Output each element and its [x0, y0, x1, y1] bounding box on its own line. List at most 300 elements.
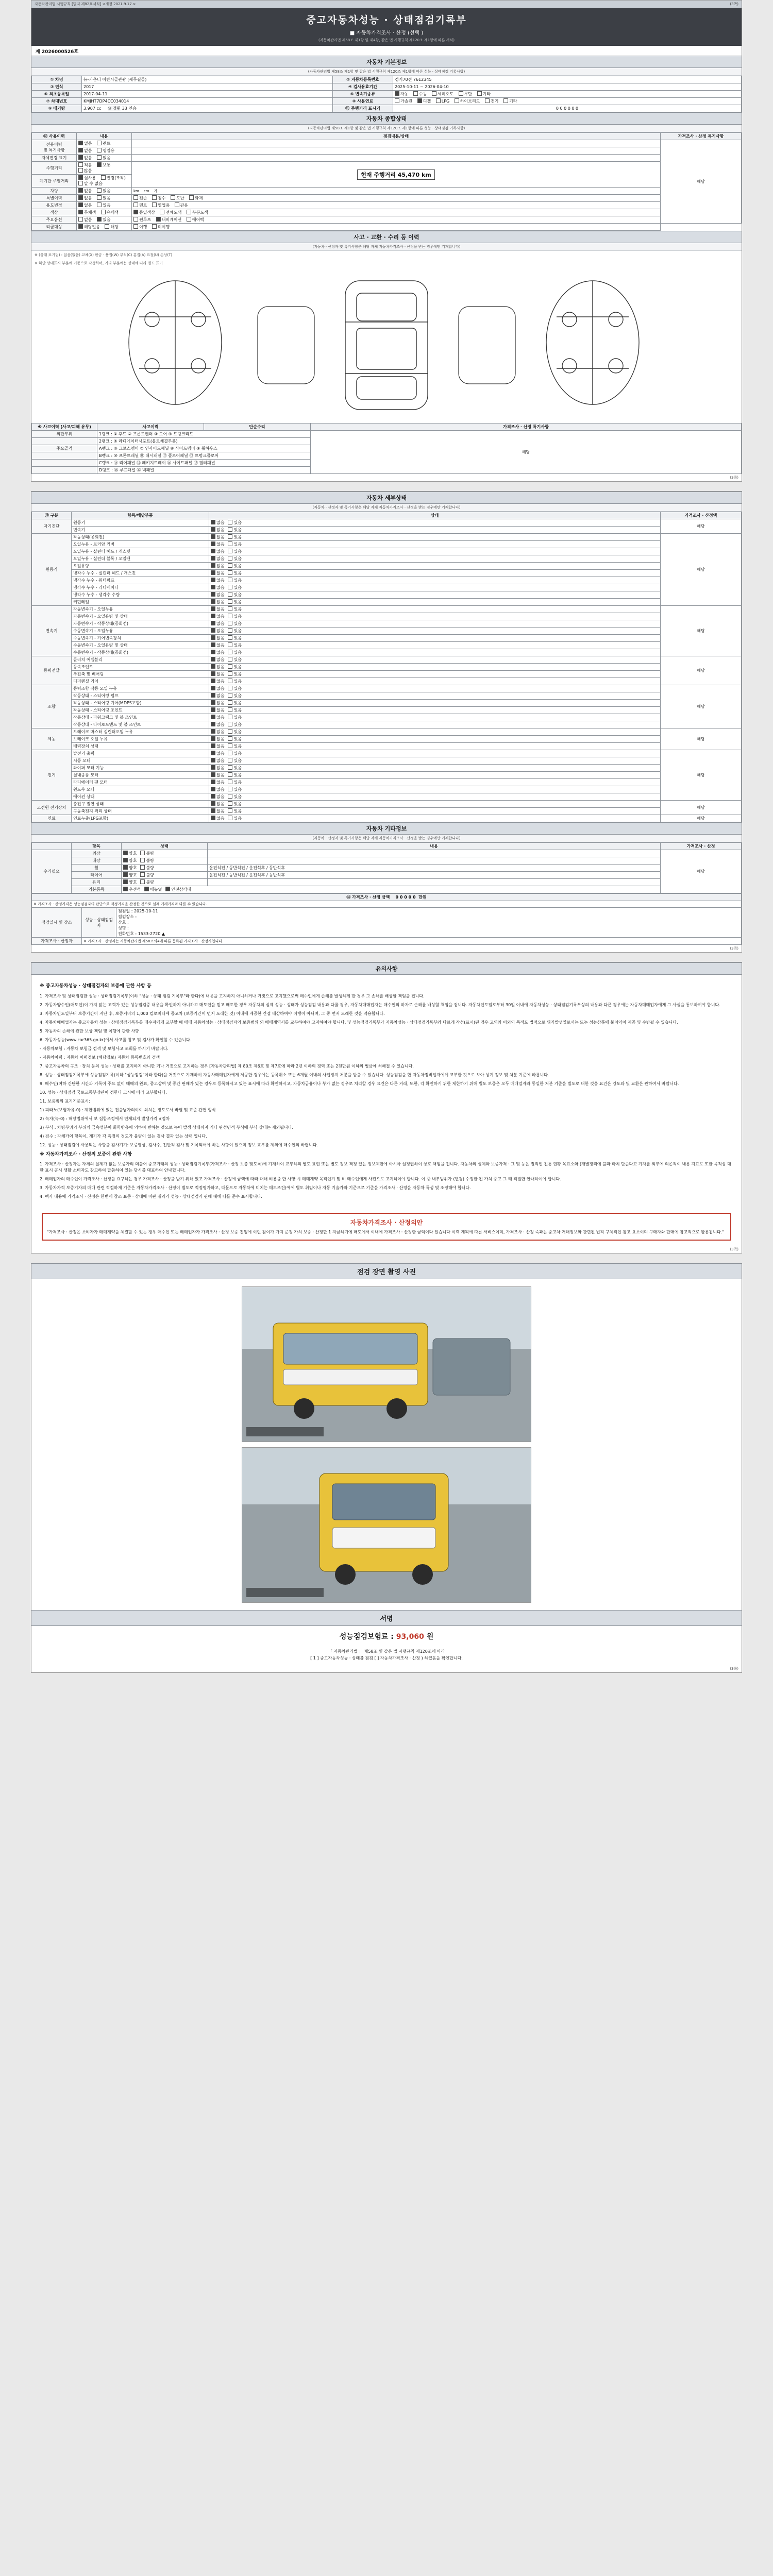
opt-good[interactable]: 없음: [211, 794, 224, 800]
other-base-label: 기본품목: [72, 886, 122, 893]
detail-item-label: 추진축 및 베어링: [72, 671, 209, 678]
page-legal-note: (자동차관리법 제58조 제1항 및 제4항, 같은 법 시행규칙 제120조 제1항에 따른 서식): [318, 38, 455, 42]
opt-good[interactable]: 없음: [211, 671, 224, 677]
opt-bad[interactable]: 있음: [228, 520, 241, 526]
notice-item: - 자동차이력 : 자동차 이력정보 (해당정보) 자동차 등록번호와 검색: [40, 1055, 160, 1060]
opt-good[interactable]: 없음: [211, 592, 224, 598]
opt-veh-yes[interactable]: 있음: [97, 188, 110, 194]
opt-good[interactable]: 없음: [211, 758, 224, 764]
opt-good[interactable]: 없음: [211, 578, 224, 583]
opt-good[interactable]: 없음: [211, 736, 224, 742]
opt-good[interactable]: 없음: [211, 779, 224, 785]
opt-diesel[interactable]: 디젤: [417, 98, 431, 104]
price-zero-4: 0: [413, 895, 416, 900]
opt-bad[interactable]: 있음: [228, 736, 241, 742]
row-opts-usechange: [77, 202, 132, 209]
detail-col-right: 가격조사 · 산정액: [661, 512, 742, 519]
detail-item-status: [209, 635, 661, 642]
opt-bad[interactable]: 있음: [228, 693, 241, 699]
price-title: [32, 894, 742, 901]
opt-bad[interactable]: 있음: [228, 808, 241, 814]
opt-uc-biz[interactable]: 영업용: [152, 202, 170, 208]
detail-item-status: [209, 577, 661, 584]
opt-mile-mid[interactable]: 보통: [97, 162, 110, 168]
detail-item-status: [209, 671, 661, 678]
opt-good[interactable]: 없음: [211, 722, 224, 727]
table-row: [32, 857, 742, 865]
opt-good[interactable]: 없음: [211, 664, 224, 670]
opt-semiauto[interactable]: 세미오토: [432, 91, 453, 97]
detail-item-status: [209, 620, 661, 628]
notice-item: 11. 보증범위 표기기준표시:: [40, 1098, 90, 1104]
table-row: [32, 678, 742, 685]
opt-good[interactable]: 양호: [123, 851, 137, 856]
detail-status-table: [31, 512, 742, 822]
section-basic-sub: (자동차관리법 제58조 제1항 및 같은 법 시행규칙 제120조 제1항에 따른 성능 · 상태점검 기록사항): [31, 68, 742, 76]
other-item-detail: [208, 857, 661, 865]
opt-bad[interactable]: 있음: [228, 671, 241, 677]
detail-item-label: 자동변속기 - 오일유량 및 상태: [72, 613, 209, 620]
other-item-label: 내장: [72, 857, 122, 865]
opt-good[interactable]: 없음: [211, 743, 224, 749]
detail-item-status: [209, 527, 661, 534]
opt-recall-yes[interactable]: 해당: [105, 224, 118, 230]
opt-etc[interactable]: 기타: [477, 91, 491, 97]
legend-box-2: 단순수리: [204, 423, 311, 431]
table-row: [32, 202, 742, 209]
detail-group-right: 해당: [661, 815, 742, 822]
opt-bad[interactable]: 있음: [228, 787, 241, 792]
opt-bad[interactable]: 불량: [140, 858, 154, 863]
opt-cluster-mod[interactable]: 변경(조작): [101, 175, 126, 181]
opt-fuel-etc[interactable]: 기타: [503, 98, 517, 104]
notice-list-2: [40, 1161, 733, 1200]
opt-bad[interactable]: 있음: [228, 592, 241, 598]
opt-business[interactable]: 영업용: [97, 148, 114, 154]
table-row: [32, 577, 742, 584]
inspection-fee-line: [31, 1626, 742, 1647]
opt-bad[interactable]: 있음: [228, 664, 241, 670]
detail-item-label: 배력장치 상태: [72, 743, 209, 750]
table-row: [32, 527, 742, 534]
row-label-cluster: 계기판 주행거리: [32, 175, 77, 188]
price-field-4: 전화번호 : 1533-2720 ▲: [118, 931, 165, 936]
accident-right-value: 해당: [311, 431, 742, 474]
bus-rear-photo-svg: [242, 1448, 531, 1602]
detail-item-label: 냉각수 누수 - 라디에이터: [72, 584, 209, 591]
opt-bad[interactable]: 있음: [228, 570, 241, 576]
opt-good[interactable]: 없음: [211, 621, 224, 626]
value-odometer: [393, 105, 742, 112]
overall-table: [31, 132, 742, 231]
detail-item-status: [209, 765, 661, 772]
opt-good[interactable]: 양호: [123, 872, 137, 878]
opt-base-item[interactable]: 매뉴얼: [144, 887, 162, 892]
opt-bad[interactable]: 있음: [228, 794, 241, 800]
detail-group-label: 원동기: [32, 534, 72, 606]
opt-bad[interactable]: 있음: [228, 527, 241, 533]
opt-recall-undone[interactable]: 미이행: [152, 224, 170, 230]
opt-auto[interactable]: 자동: [395, 91, 408, 97]
fee-label: 성능점검보험료 :: [339, 1633, 394, 1641]
opt-good[interactable]: 없음: [211, 599, 224, 605]
odo-digit: 0: [567, 106, 570, 111]
opt-struct-yes[interactable]: 있음: [97, 155, 110, 161]
detail-item-label: 자동변속기 - 작동상태(공회전): [72, 620, 209, 628]
table-row: [32, 155, 742, 162]
odometer-unit: km: [421, 171, 431, 178]
table-row: [32, 188, 742, 195]
page-mark-2: (3쪽): [730, 946, 738, 951]
odo-digit: 0: [572, 106, 575, 111]
detail-item-status: [209, 563, 661, 570]
detail-item-label: 오일누유 - 실린더 헤드 / 개스킷: [72, 548, 209, 555]
opt-good[interactable]: 없음: [211, 527, 224, 533]
form-topstrip: [31, 1, 742, 8]
bus-rear-photo: [242, 1447, 531, 1603]
opt-bad[interactable]: 있음: [228, 779, 241, 785]
opt-good[interactable]: 없음: [211, 729, 224, 735]
legend-row-val-5: D랭크 : ⑱ 루프패널 ⑲ 백패널: [97, 467, 311, 474]
opt-good[interactable]: 없음: [211, 563, 224, 569]
price-unit: 만원: [418, 895, 427, 900]
row-detail-structure: [132, 155, 661, 162]
opt-bad[interactable]: 있음: [228, 541, 241, 547]
detail-item-status: [209, 779, 661, 786]
other-item-detail: [208, 879, 661, 886]
table-header-row: [32, 512, 742, 519]
opt-lpg[interactable]: LPG: [436, 98, 449, 104]
signature-section-title: 서명: [31, 1610, 742, 1626]
opt-rent[interactable]: 렌트: [97, 141, 110, 146]
section-accident-sub: (자동차 · 산정자 및 특기사항은 해당 자체 자동차가격조사 · 산정을 받는 경우에만 기재합니다): [31, 243, 742, 251]
opt-uc-none[interactable]: 없음: [78, 202, 92, 208]
price-body-note: ※ 가격조사 · 산정자는 자동차관리법 제58조의4에 따른 등록된 가격조사 · 산정자입니다.: [82, 938, 742, 945]
notice-item: 7. 중고자동차의 구조 · 장치 등의 성능 · 상태를 고지하지 아니한 거나 거짓으로 고지하는 경우 [자동차관리법] 제 80조 제6호 및 제7호에 따라 2년 이하의 징역 또는 2천만원 이하의 벌금에 처해질 수 있습니다.: [40, 1063, 414, 1069]
opt-good[interactable]: 없음: [211, 707, 224, 713]
odo-digit: 0: [556, 106, 559, 111]
opt-bad[interactable]: 있음: [228, 606, 241, 612]
table-row: [32, 656, 742, 664]
label-first-reg: ⑤ 최초등록일: [32, 91, 82, 98]
opt-bad[interactable]: 불량: [140, 872, 154, 878]
opt-bad[interactable]: 있음: [228, 722, 241, 727]
detail-item-label: 와이퍼 모터 기능: [72, 765, 209, 772]
seats-number: 33: [122, 106, 127, 111]
bottom-note-1: 「 자동차관리법 」 제58조 및 같은 법 시행규칙 제120조에 따라: [31, 1647, 742, 1655]
opt-none[interactable]: 없음: [78, 141, 92, 146]
detail-item-status: [209, 584, 661, 591]
row-detail-business: [132, 147, 661, 155]
opt-bad[interactable]: 있음: [228, 657, 241, 663]
detail-item-label: 냉각수 누수 - 실린더 헤드 / 개스킷: [72, 570, 209, 577]
opt-good[interactable]: 없음: [211, 614, 224, 619]
detail-item-status: [209, 692, 661, 700]
table-row: [32, 216, 742, 224]
opt-bad[interactable]: 있음: [228, 751, 241, 756]
opt-good[interactable]: 없음: [211, 679, 224, 684]
opt-recall-done[interactable]: 이행: [133, 224, 147, 230]
table-row: [32, 541, 742, 548]
table-row: [32, 886, 742, 893]
opt-achroma[interactable]: 무채색: [78, 210, 96, 215]
col-status: 점검내용/상태: [132, 133, 661, 140]
row-opts-special: [77, 195, 132, 202]
legend-row-val-0: 1랭크 : ① 후드 ② 프론트펜더 ③ 도어 ④ 트렁크리드: [97, 431, 311, 438]
detail-group-right: 해당: [661, 534, 742, 606]
detail-item-label: 등속조인트: [72, 664, 209, 671]
opt-good[interactable]: 양호: [123, 865, 137, 871]
opt-uc-rent[interactable]: 렌트: [133, 202, 147, 208]
opt-bad[interactable]: 있음: [228, 635, 241, 641]
notice-head-2: ※ 자동차가격조사 · 산정의 보증에 관한 사항: [40, 1151, 132, 1157]
detail-group-label: 고전원 전기장치: [32, 801, 72, 815]
detail-group-right: 해당: [661, 801, 742, 815]
basic-info-table: [31, 76, 742, 112]
other-item-detail: 운전석전 / 동반석전 / 운전석후 / 동반석후: [208, 865, 661, 872]
table-row: [32, 664, 742, 671]
opt-good[interactable]: 양호: [123, 858, 137, 863]
opt-gasoline[interactable]: 가솔린: [395, 98, 412, 104]
opt-good[interactable]: 없음: [211, 556, 224, 562]
sheet-1: [31, 0, 742, 482]
opt-bad[interactable]: 있음: [228, 743, 241, 749]
detail-group-label: 자기진단: [32, 519, 72, 534]
opt-bad[interactable]: 있음: [228, 614, 241, 619]
other-base-items: [122, 886, 661, 893]
table-row: [32, 865, 742, 872]
detail-item-label: 작동상태 - 타이로드엔드 및 볼 조인트: [72, 721, 209, 728]
opt-bad[interactable]: 있음: [228, 650, 241, 655]
opt-uc-gov[interactable]: 관용: [175, 202, 188, 208]
table-row: [32, 750, 742, 757]
detail-item-label: 라디에이터 팬 모터: [72, 779, 209, 786]
legend-box-3: 가격조사 · 산정 특기사항: [311, 423, 742, 431]
opt-good[interactable]: 없음: [211, 650, 224, 655]
opt-full-paint[interactable]: 전체도색: [160, 210, 181, 215]
table-row: [32, 736, 742, 743]
opt-good[interactable]: 없음: [211, 715, 224, 720]
opt-opt-none[interactable]: 없음: [78, 217, 92, 223]
opt-fire[interactable]: 화재: [189, 195, 203, 201]
seats-unit: 인승: [128, 106, 137, 111]
opt-part-paint[interactable]: 부분도색: [187, 210, 208, 215]
opt-good[interactable]: 없음: [211, 541, 224, 547]
value-carname: 뉴-카운티 어반시골관광 (새무길들): [82, 76, 333, 83]
opt-bad[interactable]: 있음: [228, 534, 241, 540]
opt-chroma[interactable]: 유채색: [101, 210, 119, 215]
opt-bad[interactable]: 있음: [228, 707, 241, 713]
table-row: [32, 850, 742, 857]
value-first-reg: 2017-04-11: [82, 91, 333, 98]
opt-bad[interactable]: 있음: [228, 679, 241, 684]
table-row: [32, 671, 742, 678]
opt-flood[interactable]: 침수: [152, 195, 165, 201]
opt-cvt[interactable]: 무단: [459, 91, 472, 97]
value-inspection-period: 2025-10-11 ~ 2026-04-10: [393, 83, 742, 91]
detail-item-label: 브레이크 오일 누유: [72, 736, 209, 743]
detail-item-label: 수동변속기 - 오일유량 및 상태: [72, 642, 209, 649]
row-label-mileage: 주행거리: [32, 162, 77, 175]
opt-good[interactable]: 없음: [211, 801, 224, 807]
detail-item-label: 냉각수 누수 - 워터펌프: [72, 577, 209, 584]
opt-good[interactable]: 없음: [211, 570, 224, 576]
opt-good[interactable]: 없음: [211, 751, 224, 756]
detail-item-status: [209, 613, 661, 620]
legend-row-key-1: [32, 438, 97, 445]
opt-base-item[interactable]: 안전삼각대: [165, 887, 191, 892]
notice-head-1: ※ 중고자동차성능 · 상태점검자의 보증에 관한 사항 등: [40, 984, 152, 989]
opt-bad[interactable]: 있음: [228, 578, 241, 583]
opt-bad[interactable]: 있음: [228, 556, 241, 562]
detail-item-label: 충전구 절연 상태: [72, 801, 209, 808]
table-row: [32, 786, 742, 793]
opt-good[interactable]: 없음: [211, 765, 224, 771]
opt-bad[interactable]: 불량: [140, 879, 154, 885]
row-opts-cluster: [77, 175, 132, 188]
opt-sunroof[interactable]: 썬루프: [133, 217, 151, 223]
detail-item-status: [209, 757, 661, 765]
legend-row-key-4: [32, 460, 97, 467]
opt-bad[interactable]: 있음: [228, 765, 241, 771]
opt-electric[interactable]: 전기: [485, 98, 498, 104]
table-row: [32, 224, 742, 231]
opt-nav[interactable]: 내비게이션: [156, 217, 182, 223]
opt-veh-none[interactable]: 없음: [78, 188, 92, 194]
opt-good[interactable]: 없음: [211, 686, 224, 691]
opt-spec-yes[interactable]: 있음: [97, 195, 110, 201]
opt-good[interactable]: 없음: [211, 628, 224, 634]
row-opts-structure: [77, 155, 132, 162]
other-table-body: [32, 850, 742, 893]
notice-title: 유의사항: [31, 962, 742, 975]
table-row: [32, 606, 742, 613]
opt-good[interactable]: 없음: [211, 520, 224, 526]
opt-airbag[interactable]: 에어백: [187, 217, 204, 223]
section-other-sub: (자동차 · 산정자 및 특기사항은 해당 자체 자동차가격조사 · 산정을 받는 경우에만 기재합니다): [31, 835, 742, 842]
detail-item-label: 작동상태(공회전): [72, 534, 209, 541]
opt-cluster-real[interactable]: 실사용: [78, 175, 96, 181]
opt-manual[interactable]: 수동: [413, 91, 427, 97]
detail-item-status: [209, 642, 661, 649]
opt-bad[interactable]: 있음: [228, 549, 241, 554]
opt-bad[interactable]: 있음: [228, 715, 241, 720]
detail-table-body: [32, 519, 742, 822]
table-row: [32, 423, 742, 431]
warning-box: [42, 1213, 731, 1241]
opt-hybrid[interactable]: 하이브리드: [455, 98, 480, 104]
notice-item: 5. 자동차의 손해에 관한 보상 책임 및 이행에 관한 사항: [40, 1028, 139, 1033]
opt-uc-yes[interactable]: 있음: [97, 202, 110, 208]
opt-good[interactable]: 없음: [211, 585, 224, 590]
opt-good[interactable]: 없음: [211, 549, 224, 554]
legend-row-val-4: C랭크 : ⑭ 리어패널 ⑮ 패키지트레이 ⑯ 사이드패널 ⑰ 필러패널: [97, 460, 311, 467]
opt-spec-none[interactable]: 없음: [78, 195, 92, 201]
other-item-status: [122, 872, 208, 879]
opt-recall-no[interactable]: 해당없음: [78, 224, 100, 230]
detail-item-label: 작동상태 - 파워크랭크 및 볼 조인트: [72, 714, 209, 721]
opt-bad[interactable]: 있음: [228, 686, 241, 691]
opt-good[interactable]: 없음: [211, 635, 224, 641]
detail-col-status: 상태: [209, 512, 661, 519]
detail-item-status: [209, 772, 661, 779]
label-year: ③ 연식: [32, 83, 82, 91]
opt-bad[interactable]: 있음: [228, 621, 241, 626]
detail-item-status: [209, 685, 661, 692]
table-header-row: [32, 133, 742, 140]
detail-item-status: [209, 519, 661, 527]
opt-good[interactable]: 없음: [211, 787, 224, 792]
opt-mile-high[interactable]: 많음: [78, 168, 92, 174]
detail-item-label: 수동변속기 - 오일누유: [72, 628, 209, 635]
opt-bad[interactable]: 있음: [228, 758, 241, 764]
opt-good[interactable]: 없음: [211, 606, 224, 612]
opt-bad[interactable]: 있음: [228, 772, 241, 778]
opt-good[interactable]: 없음: [211, 700, 224, 706]
table-row: [32, 793, 742, 801]
detail-group-right: 해당: [661, 606, 742, 656]
detail-item-status: [209, 714, 661, 721]
detail-item-status: [209, 534, 661, 541]
opt-struct-none[interactable]: 없음: [78, 155, 92, 161]
price-title-text: ⑭ 가격조사 · 산정 금액: [346, 895, 390, 900]
opt-none2[interactable]: 없음: [78, 148, 92, 154]
opt-cluster-unknown[interactable]: 알 수 없음: [78, 181, 103, 187]
legend-title: ※ 사고이력 (사고/피해 유무): [32, 423, 97, 431]
detail-item-status: [209, 664, 661, 671]
opt-bad[interactable]: 있음: [228, 628, 241, 634]
opt-bad[interactable]: 있음: [228, 599, 241, 605]
opt-mile-low[interactable]: 적음: [78, 162, 92, 168]
opt-bad[interactable]: 불량: [140, 851, 154, 856]
opt-theft[interactable]: 도난: [171, 195, 184, 201]
opt-good[interactable]: 없음: [211, 693, 224, 699]
opt-same-color[interactable]: 동일색상: [133, 210, 155, 215]
other-item-status: [122, 879, 208, 886]
opt-bad[interactable]: 불량: [140, 865, 154, 871]
other-item-status: [122, 865, 208, 872]
opt-opt-yes[interactable]: 있음: [97, 217, 110, 223]
opt-good[interactable]: 양호: [123, 879, 137, 885]
opt-bad[interactable]: 있음: [228, 801, 241, 807]
opt-bad[interactable]: 있음: [228, 816, 241, 821]
opt-good[interactable]: 없음: [211, 816, 224, 821]
opt-bad[interactable]: 있음: [228, 563, 241, 569]
opt-bad[interactable]: 있음: [228, 585, 241, 590]
opt-bad[interactable]: 있음: [228, 729, 241, 735]
detail-item-status: [209, 801, 661, 808]
table-row: [32, 700, 742, 707]
opt-good[interactable]: 없음: [211, 772, 224, 778]
value-fuel: [393, 98, 742, 105]
opt-good[interactable]: 없음: [211, 657, 224, 663]
row-opts-vehicle: [77, 188, 132, 195]
detail-item-label: 오일유량: [72, 563, 209, 570]
opt-good[interactable]: 없음: [211, 642, 224, 648]
price-field-0: 점검일 : 2025-10-11: [118, 909, 158, 913]
opt-good[interactable]: 없음: [211, 808, 224, 814]
legend-row-key-2: 주요골격: [32, 445, 97, 452]
price-field-3: 성명 :: [118, 926, 129, 930]
other-item-label: 유리: [72, 879, 122, 886]
vehicle-diagram-svg: [103, 270, 670, 420]
opt-bad[interactable]: 있음: [228, 642, 241, 648]
opt-base-item[interactable]: 운전석: [123, 887, 141, 892]
opt-bad[interactable]: 있음: [228, 700, 241, 706]
opt-total-loss[interactable]: 전손: [133, 195, 147, 201]
document-header: [31, 8, 742, 46]
opt-good[interactable]: 없음: [211, 534, 224, 540]
